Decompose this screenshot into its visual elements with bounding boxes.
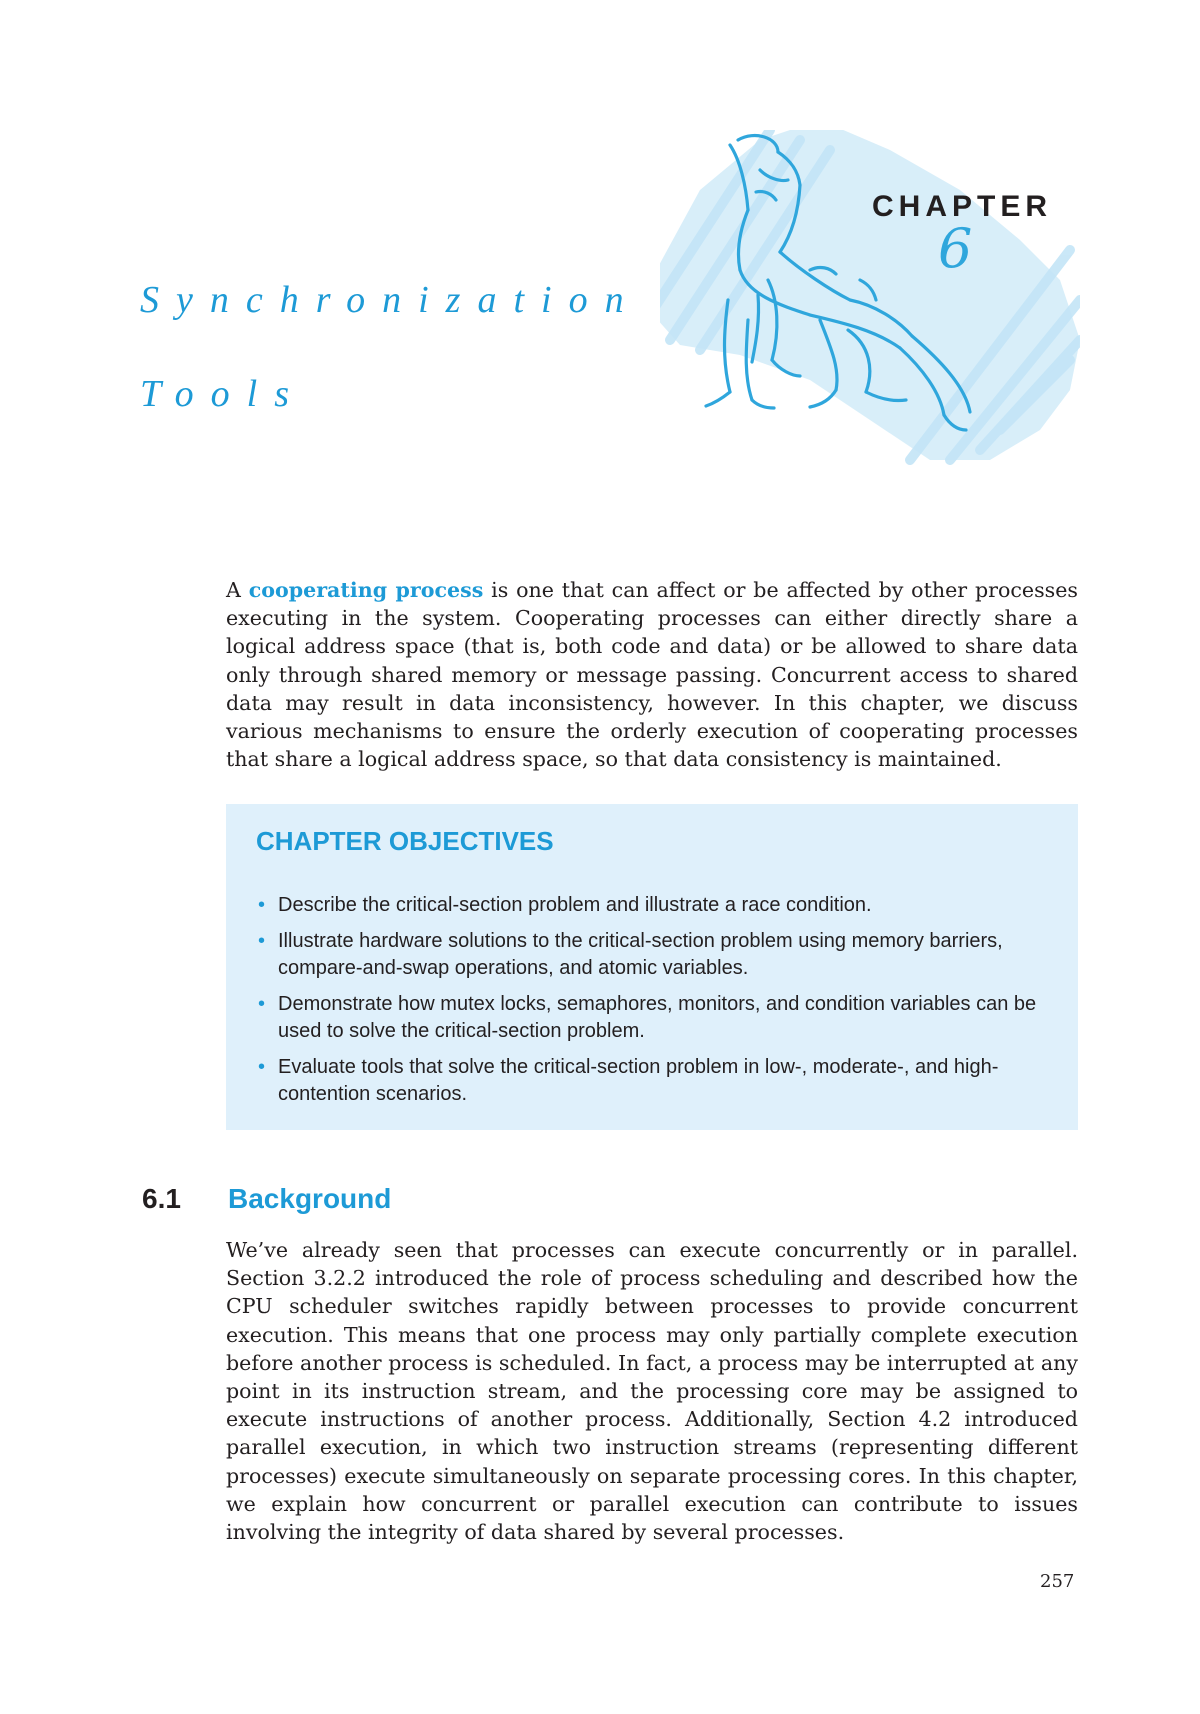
bullet-icon: • bbox=[258, 1055, 266, 1078]
chapter-number: 6 bbox=[938, 217, 973, 280]
objective-item bbox=[256, 991, 1056, 1046]
key-term: cooperating process bbox=[248, 578, 484, 602]
objective-item bbox=[256, 892, 1056, 920]
chapter-objectives-box bbox=[226, 804, 1078, 1130]
objective-item bbox=[256, 1054, 1056, 1109]
objectives-list bbox=[256, 892, 1056, 1117]
bullet-icon: • bbox=[258, 929, 266, 952]
chapter-label: CHAPTER bbox=[872, 190, 1053, 223]
page-number: 257 bbox=[1040, 1571, 1075, 1592]
objective-item bbox=[256, 928, 1056, 983]
objective-text: Demonstrate how mutex locks, semaphores, monitors, and condition variables can be used to solve the critical-section problem. bbox=[278, 992, 1037, 1042]
dinosaur-sketch-icon bbox=[660, 130, 1080, 490]
background-paragraph: We’ve already seen that processes can execute concurrently or in parallel. Section 3.2.2 introduced the role of process scheduling and described how the CPU scheduler switches rapidly between processes to provide concurrent execution. This means that one process may only partially complete execution before another process is scheduled. In fact, a process may be interrupted at any point in its instruction stream, and the processing core may be assigned to execute instructions of another process. Additionally, Section 4.2 introduced parallel execution, in which two instruction streams (representing different processes) execute simultaneously on separate processing cores. In this chapter, we explain how concurrent or parallel execution can contribute to issues involving the integrity of data shared by several processes. bbox=[226, 1238, 1078, 1545]
objective-text: Describe the critical-section problem and illustrate a race condition. bbox=[278, 894, 872, 916]
intro-paragraph bbox=[226, 576, 1078, 773]
chapter-title-line-1: Synchronization bbox=[140, 279, 641, 321]
intro-prefix: A bbox=[226, 578, 249, 602]
objective-text: Evaluate tools that solve the critical-section problem in low-, moderate-, and high-contention scenarios. bbox=[278, 1055, 999, 1105]
intro-text: is one that can affect or be affected by other processes executing in the system. Cooperating processes can either directly share a logical address space (that is, both code and data) or be allowed to share data only through shared memory or message passing. Concurrent access to shared data may result in data inconsistency, however. In this chapter, we discuss various mechanisms to ensure the orderly execution of cooperating processes that share a logical address space, so that data consistency is maintained. bbox=[226, 578, 1078, 772]
section-title: Background bbox=[228, 1183, 392, 1214]
objectives-title: CHAPTER OBJECTIVES bbox=[256, 826, 554, 856]
section-number: 6.1 bbox=[142, 1183, 181, 1214]
bullet-icon: • bbox=[258, 894, 266, 916]
objective-text: Illustrate hardware solutions to the critical-section problem using memory barriers, compare-and-swap operations, and atomic variables. bbox=[278, 929, 1003, 979]
chapter-title-line-2: Tools bbox=[140, 373, 306, 415]
bullet-icon: • bbox=[258, 992, 266, 1015]
